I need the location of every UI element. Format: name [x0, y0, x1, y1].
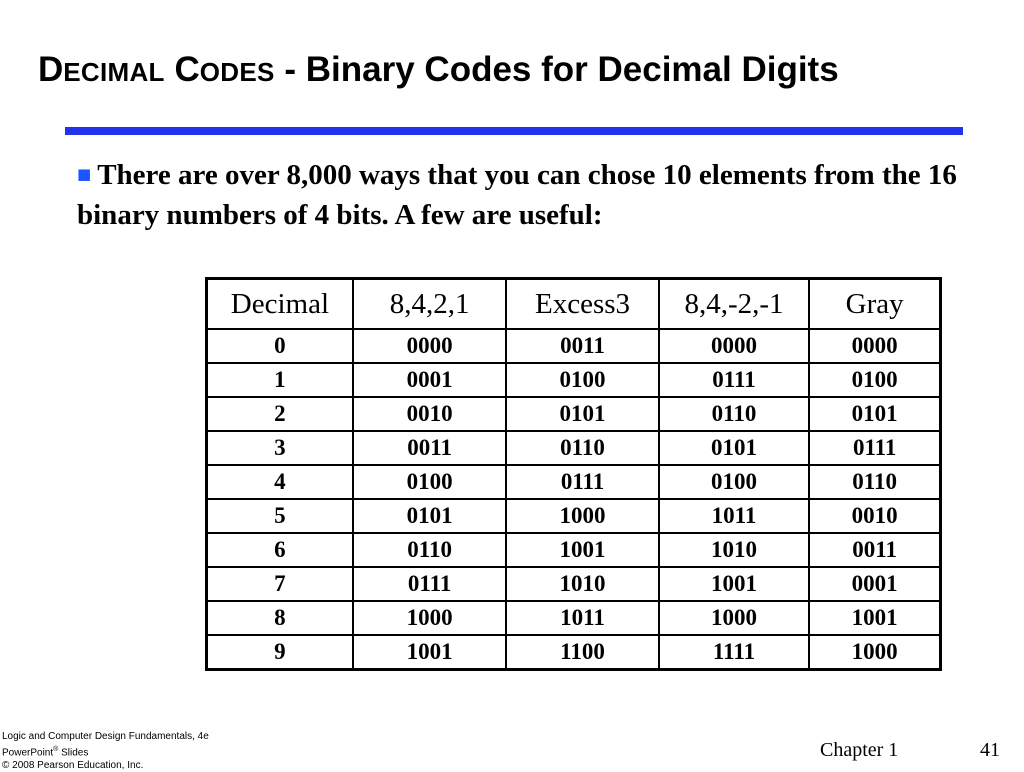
table-cell: 1011 [659, 499, 810, 533]
table-cell: 0101 [353, 499, 507, 533]
table-cell: 0001 [353, 363, 507, 397]
footer-copyright: © 2008 Pearson Education, Inc. [2, 760, 144, 772]
table-row [207, 431, 941, 465]
table-cell: 0011 [506, 329, 658, 363]
footer-book-title: Logic and Computer Design Fundamentals, 4e [2, 731, 209, 742]
table-cell: 1000 [851, 639, 898, 664]
table-row [207, 397, 941, 431]
table-cell: 0101 [506, 397, 658, 431]
table-cell: 0101 [659, 431, 810, 465]
table-cell: 0111 [659, 363, 810, 397]
table-cell: 0110 [506, 431, 658, 465]
table-cell: 0 [207, 329, 353, 363]
table-cell: 1000 [659, 601, 810, 635]
decimal-codes-table [205, 277, 942, 671]
table-cell: 0011 [809, 533, 940, 567]
title-word-decimal: DECIMAL [38, 50, 165, 89]
bullet-text: There are over 8,000 ways that you can chose 10 elements from the 16 binary numbers of 4 bits. A few are useful: [77, 159, 957, 231]
title-underline-rule [65, 127, 963, 135]
table-row [207, 329, 941, 363]
table-cell: 5 [207, 499, 353, 533]
table-cell: 6 [207, 533, 353, 567]
header-84-2-1: 8,4,-2,-1 [659, 279, 810, 330]
table-row [207, 363, 941, 397]
table-cell: 1000 [506, 499, 658, 533]
table-cell: 0000 [809, 329, 940, 363]
table-row [207, 499, 941, 533]
table-cell: 0010 [809, 499, 940, 533]
table-cell: 0100 [506, 363, 658, 397]
header-gray: Gray [809, 279, 940, 330]
table-row [207, 567, 941, 601]
table-cell: 2 [207, 397, 353, 431]
table-row [207, 465, 941, 499]
table-cell: 3 [207, 431, 353, 465]
table-cell: 0010 [353, 397, 507, 431]
table-cell: 0001 [809, 567, 940, 601]
bullet-point [77, 154, 977, 235]
table-cell: 0100 [659, 465, 810, 499]
page-number: 41 [980, 739, 1000, 761]
footer-book-credit [2, 730, 209, 772]
slide-title [38, 50, 839, 90]
table-row [207, 533, 941, 567]
table-cell: 0100 [809, 363, 940, 397]
table-cell: 1001 [809, 601, 940, 635]
table-cell: 0011 [353, 431, 507, 465]
table-cell: 0110 [659, 397, 810, 431]
table-cell: 1001 [659, 567, 810, 601]
table-cell: 1111 [659, 635, 810, 670]
table-header-row [207, 279, 941, 330]
table-cell: 0100 [353, 465, 507, 499]
table-cell: 9 [207, 635, 353, 670]
table-cell: 0000 [659, 329, 810, 363]
header-excess3: Excess3 [506, 279, 658, 330]
table-cell: 7 [207, 567, 353, 601]
table-cell: 8 [207, 601, 353, 635]
table-cell: 1 [207, 363, 353, 397]
title-subtitle: - Binary Codes for Decimal Digits [274, 50, 839, 89]
table-cell: 1001 [353, 635, 507, 670]
footer-chapter: Chapter 1 [820, 739, 899, 761]
table-cell: 1010 [506, 567, 658, 601]
table-cell: 0111 [506, 465, 658, 499]
table-row [207, 601, 941, 635]
table-row [207, 635, 941, 670]
table-cell: 1001 [506, 533, 658, 567]
table-cell: 0110 [353, 533, 507, 567]
table-cell: 1010 [659, 533, 810, 567]
table-cell: 1100 [506, 635, 658, 670]
table-cell: 0101 [809, 397, 940, 431]
table-cell: 0111 [353, 567, 507, 601]
table-cell: 0110 [809, 465, 940, 499]
footer-slides-line: PowerPoint® Slides [2, 746, 89, 759]
table-cell: 1011 [506, 601, 658, 635]
header-decimal: Decimal [207, 279, 353, 330]
table-cell: 4 [207, 465, 353, 499]
bullet-square-icon: ■ [77, 165, 92, 183]
title-word-codes: CODES [174, 50, 275, 89]
table-cell: 0000 [353, 329, 507, 363]
table-cell: 1000 [353, 601, 507, 635]
header-8421: 8,4,2,1 [353, 279, 507, 330]
table-cell: 0111 [809, 431, 940, 465]
